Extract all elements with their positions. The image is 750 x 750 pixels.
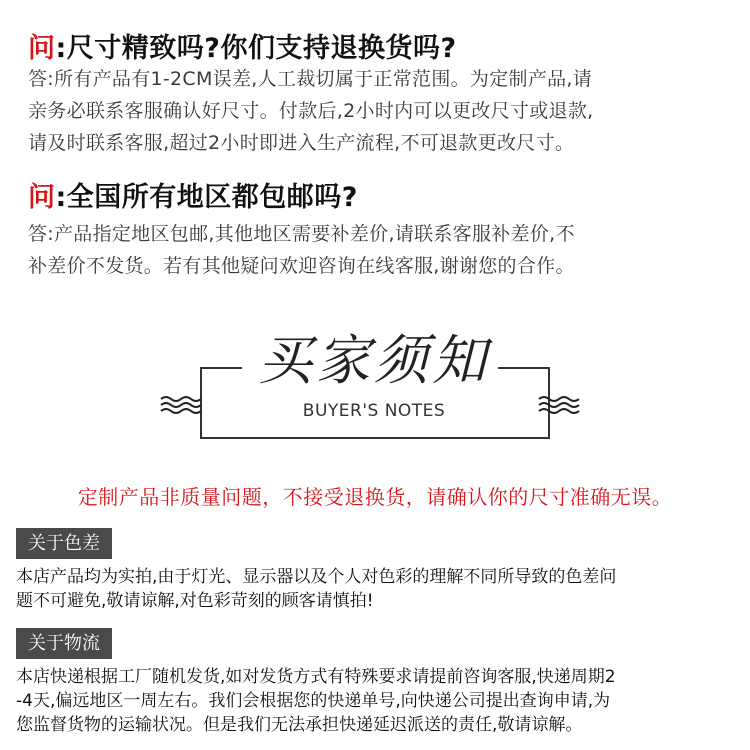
question-mark-label: 问 — [28, 33, 56, 64]
question-mark-label: 问 — [28, 182, 56, 213]
wave-right-icon — [538, 395, 584, 415]
answer-line: 亲务必联系客服确认好尺寸。付款后,2小时内可以更改尺寸或退款, — [28, 100, 594, 122]
faq-answer-2 — [28, 218, 728, 282]
buyer-notes-subtitle: BUYER'S NOTES — [302, 401, 446, 421]
section-line: 您监督货物的运输状况。但是我们无法承担快递延迟派送的责任,敬请谅解。 — [16, 715, 583, 735]
section-text-color-difference — [16, 565, 736, 613]
answer-line: 答:所有产品有1-2CM误差,人工裁切属于正常范围。为定制产品,请 — [28, 68, 593, 90]
answer-line: 请及时联系客服,超过2小时即进入生产流程,不可退款更改尺寸。 — [28, 132, 575, 154]
section-line: 题不可避免,敬请谅解,对色彩苛刻的顾客请慎拍! — [16, 591, 374, 611]
answer-line: 答:产品指定地区包邮,其他地区需要补差价,请联系客服补差价,不 — [28, 223, 575, 245]
section-line: 本店快递根据工厂随机发货,如对发货方式有特殊要求请提前咨询客服,快递周期2 — [16, 667, 616, 687]
wave-left-icon — [160, 395, 206, 415]
section-line: -4天,偏远地区一周左右。我们会根据您的快递单号,向快递公司提出查询申请,为 — [16, 691, 611, 711]
section-text-logistics — [16, 665, 736, 737]
faq-question-1 — [28, 26, 457, 65]
section-tag-color-difference: 关于色差 — [16, 528, 112, 559]
section-tag-logistics: 关于物流 — [16, 628, 112, 659]
answer-line: 补差价不发货。若有其他疑问欢迎咨询在线客服,谢谢您的合作。 — [28, 255, 575, 277]
custom-product-warning: 定制产品非质量问题，不接受退换货，请确认你的尺寸准确无误。 — [77, 485, 673, 509]
question-text: :全国所有地区都包邮吗? — [55, 182, 358, 213]
section-line: 本店产品均为实拍,由于灯光、显示器以及个人对色彩的理解不同所导致的色差问 — [16, 567, 617, 587]
question-text: :尺寸精致吗?你们支持退换货吗? — [55, 33, 457, 64]
faq-question-2 — [28, 175, 358, 214]
buyer-notes-title: 买家须知 — [258, 329, 490, 392]
faq-answer-1 — [28, 63, 728, 159]
